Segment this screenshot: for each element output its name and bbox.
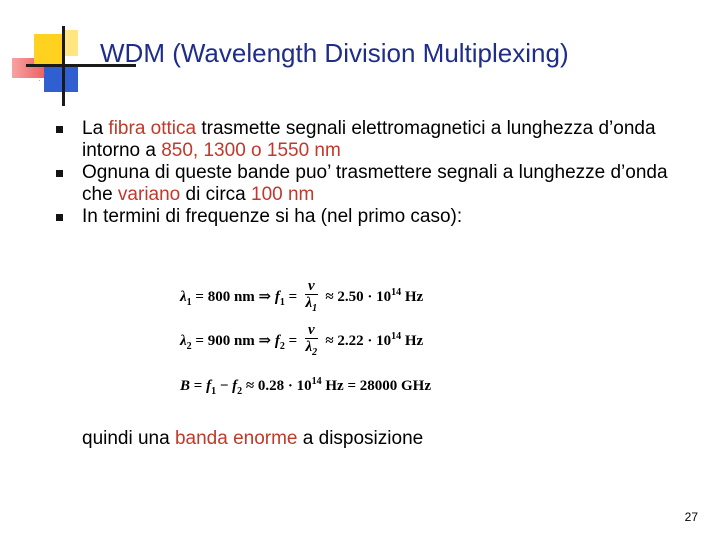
formula-subscript: 2: [279, 340, 285, 352]
page-number: 27: [684, 510, 698, 524]
highlighted-term: 100 nm: [251, 184, 315, 205]
formula-symbol: λ: [180, 332, 187, 349]
highlighted-term: variano: [117, 184, 181, 205]
formula-text: = 800 nm ⇒: [191, 288, 275, 305]
bullet-item: [56, 118, 696, 162]
decorative-dots-icon: · · ·: [38, 69, 46, 85]
formula-subscript: 2: [186, 340, 192, 352]
frequency-formula: [180, 278, 540, 398]
formula-exponent: 14: [391, 330, 402, 342]
formula-symbol: B: [180, 378, 191, 394]
formula-subscript: 1: [186, 296, 192, 308]
highlighted-term: banda enorme: [174, 428, 298, 449]
bullet-list: [56, 118, 696, 228]
bullet-item: [56, 162, 696, 206]
formula-subscript: 2: [312, 347, 318, 358]
formula-text: ≈ 2.50 · 10: [321, 288, 392, 305]
formula-fraction: [305, 278, 318, 317]
bullet-item: [56, 206, 696, 228]
formula-symbol: f: [274, 288, 280, 305]
formula-text: ≈ 0.28 · 10: [242, 378, 312, 394]
formula-unit: Hz: [401, 332, 424, 349]
formula-text: −: [216, 378, 233, 394]
formula-subscript: 1: [279, 296, 285, 308]
formula-subscript: 2: [237, 386, 243, 397]
formula-subscript: 1: [211, 386, 217, 397]
formula-row-lambda2: [180, 322, 423, 361]
fraction-denominator: [305, 339, 318, 361]
formula-fraction: [305, 322, 318, 361]
formula-symbol: f: [232, 378, 238, 394]
formula-symbol: λ: [180, 288, 187, 305]
square-bullet-icon: [56, 214, 63, 221]
highlighted-term: fibra ottica: [108, 118, 197, 139]
formula-unit: Hz = 28000 GHz: [321, 378, 432, 394]
text-segment: Ognuna di queste bande puo’ trasmettere segnali a lunghezze d’onda che: [82, 162, 668, 205]
text-segment: trasmette segnali elettromagnetici a lunghezza d’onda intorno a: [82, 118, 656, 161]
formula-text: =: [284, 288, 301, 305]
square-bullet-icon: [56, 170, 63, 177]
formula-symbol: f: [274, 332, 280, 349]
formula-text: ≈ 2.22 · 10: [321, 332, 392, 349]
text-segment: di circa: [180, 184, 251, 205]
slide-title: WDM (Wavelength Division Multiplexing): [100, 38, 569, 68]
formula-unit: Hz: [401, 288, 424, 305]
square-bullet-icon: [56, 126, 63, 133]
formula-text: = 900 nm ⇒: [191, 332, 275, 349]
conclusion-text: [82, 428, 423, 450]
text-segment: quindi una: [82, 428, 175, 449]
formula-subscript: 1: [312, 303, 318, 314]
text-segment: a disposizione: [297, 428, 424, 449]
decorative-yellow-block: [34, 34, 64, 64]
highlighted-term: 850, 1300 o 1550 nm: [161, 140, 341, 161]
formula-symbol: λ: [305, 339, 313, 355]
fraction-numerator: v: [305, 322, 318, 339]
formula-symbol: λ: [305, 295, 313, 311]
text-segment: In termini di frequenze si ha (nel primo caso):: [82, 206, 463, 227]
decorative-light-yellow-block: [64, 30, 78, 56]
formula-row-lambda1: [180, 278, 423, 317]
formula-exponent: 14: [311, 376, 322, 387]
text-segment: La: [82, 118, 109, 139]
formula-text: =: [284, 332, 301, 349]
formula-exponent: 14: [391, 286, 402, 298]
fraction-numerator: v: [305, 278, 318, 295]
formula-text: =: [190, 378, 207, 394]
fraction-denominator: [305, 295, 318, 317]
formula-row-bandwidth: [180, 376, 431, 397]
formula-symbol: f: [206, 378, 212, 394]
